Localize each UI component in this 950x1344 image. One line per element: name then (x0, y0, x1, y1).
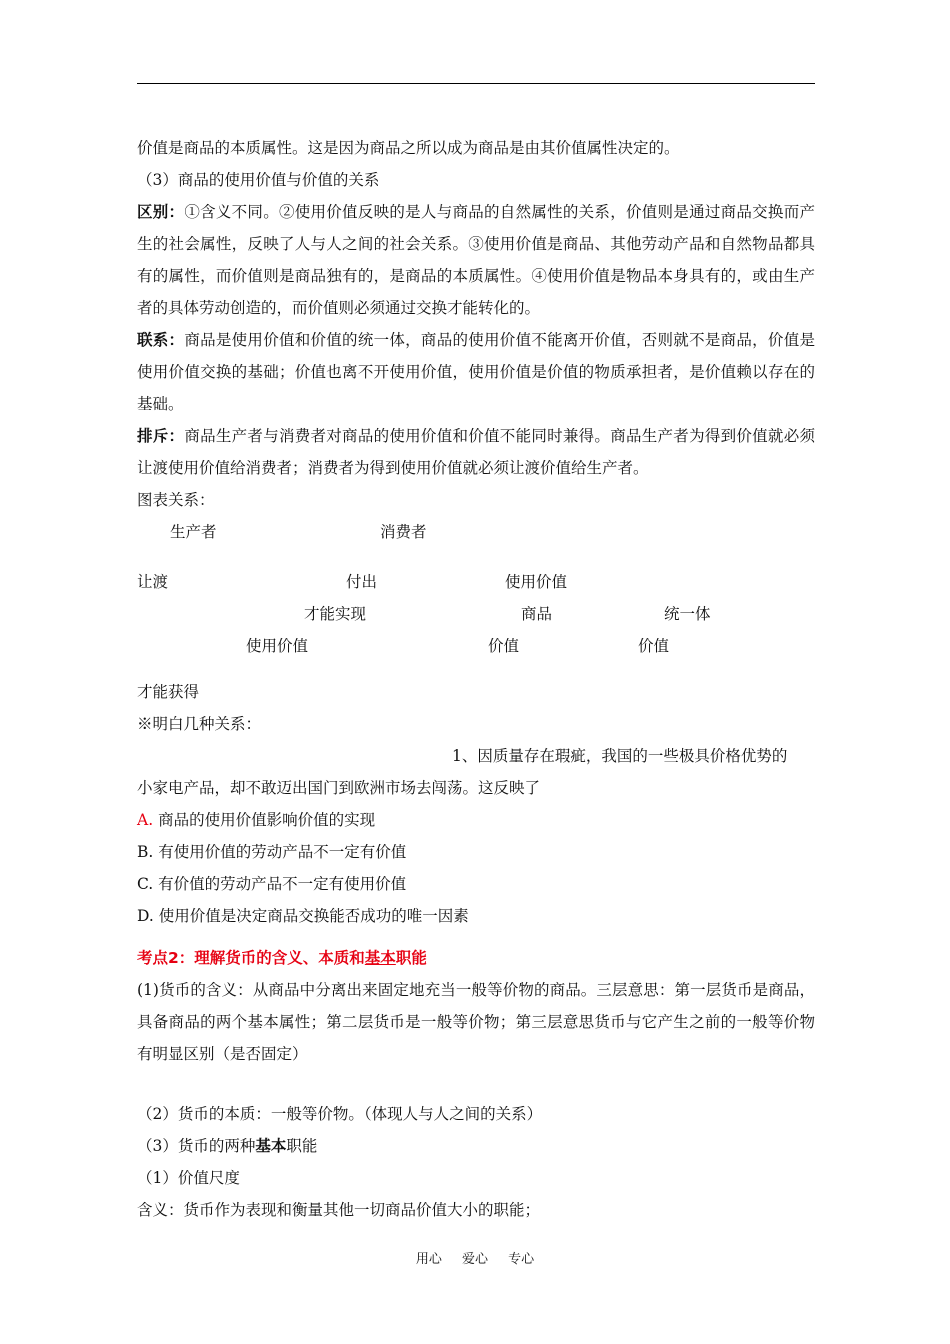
section-heading: （3）商品的使用价值与价值的关系 (137, 171, 380, 189)
option-key: C. (137, 875, 154, 893)
diagram-use-value: 使用价值 (505, 573, 568, 591)
relation-text: 商品是使用价值和价值的统一体，商品的使用价值不能离开价值，否则就不是商品，价值是使用价值交换的基础；价值也离不开使用价值，使用价值是价值的物质承担者，是价值赖以存在的基础。 (137, 331, 815, 413)
diagram-pay: 付出 (346, 573, 378, 591)
diagram-use-value: 使用价值 (246, 637, 309, 655)
money-functions (137, 1130, 815, 1162)
option-key: D. (137, 907, 154, 925)
money-definition: (1)货币的含义：从商品中分离出来固定地充当一般等价物的商品。三层意思：第一层货币是商品，具备商品的两个基本属性；第二层货币是一般等价物；第三层意思货币与它产生之前的一般等价物有明显区别（是否固定） (137, 981, 815, 1063)
relation-paragraph (137, 324, 815, 420)
footer-text: 爱心 (461, 1252, 488, 1267)
option-key: A. (137, 811, 154, 829)
understand-note: ※明白几种关系： (137, 715, 262, 733)
chart-label: 图表关系： (137, 491, 215, 509)
diagram-commodity: 商品 (521, 605, 553, 623)
relationship-diagram (137, 516, 815, 676)
relation-label: 联系： (137, 331, 185, 349)
exclusion-label: 排斥： (137, 427, 185, 445)
paragraph: 价值是商品的本质属性。这是因为商品之所以成为商品是由其价值属性决定的。 (137, 139, 680, 157)
money-essence: （2）货币的本质：一般等价物。（体现人与人之间的关系） (137, 1105, 543, 1123)
document-body (137, 132, 815, 1226)
diagram-value: 价值 (638, 637, 670, 655)
option-b (137, 836, 815, 868)
exclusion-paragraph (137, 420, 815, 484)
diagram-transfer: 让渡 (137, 573, 169, 591)
kp-underlined: 基本 (364, 949, 396, 967)
diagram-unity: 统一体 (664, 605, 711, 623)
diagram-producer: 生产者 (170, 523, 217, 541)
diagram-obtain: 才能获得 (137, 683, 200, 701)
question-lead: 1、因质量存在瑕疵，我国的一些极具价格优势的 (452, 747, 788, 765)
mf-text: （3）货币的两种 (137, 1137, 256, 1155)
option-text: 有价值的劳动产品不一定有使用价值 (158, 875, 407, 893)
question-text: 小家电产品，却不敢迈出国门到欧洲市场去闯荡。这反映了 (137, 779, 541, 797)
option-c (137, 868, 815, 900)
diagram-realize: 才能实现 (304, 605, 367, 623)
mf-bold: 基本 (255, 1137, 287, 1155)
kp-text: 考点2：理解货币的含义、本质和 (137, 949, 365, 967)
value-measure-definition: 含义：货币作为表现和衡量其他一切商品价值大小的职能； (137, 1201, 541, 1219)
difference-text: ①含义不同。②使用价值反映的是人与商品的自然属性的关系，价值则是通过商品交换而产生的社会属性，反映了人与人之间的社会关系。③使用价值是商品、其他劳动产品和自然物品都具有的属性，而价值则是商品独有的，是商品的本质属性。④使用价值是物品本身具有的，或由生产者的具体劳动创造的，而价值则必须通过交换才能转化的。 (137, 203, 815, 317)
diagram-value: 价值 (488, 637, 520, 655)
option-d (137, 900, 815, 932)
kp-text: 职能 (395, 949, 427, 967)
exclusion-text: 商品生产者与消费者对商品的使用价值和价值不能同时兼得。商品生产者为得到价值就必须让渡使用价值给消费者；消费者为得到使用价值就必须让渡价值给生产者。 (137, 427, 815, 477)
diagram-consumer: 消费者 (380, 523, 427, 541)
footer-text: 用心 (415, 1252, 442, 1267)
page-footer (0, 1248, 950, 1267)
difference-paragraph (137, 196, 815, 324)
spacer (137, 1070, 815, 1098)
difference-label: 区别： (137, 203, 185, 221)
footer-text: 专心 (508, 1252, 535, 1267)
option-a (137, 804, 815, 836)
option-text: 商品的使用价值影响价值的实现 (158, 811, 376, 829)
option-key: B. (137, 843, 154, 861)
value-measure-heading: （1）价值尺度 (137, 1169, 240, 1187)
mf-text: 职能 (286, 1137, 318, 1155)
option-text: 有使用价值的劳动产品不一定有价值 (158, 843, 407, 861)
header-rule (137, 83, 815, 84)
key-point-heading (137, 942, 815, 974)
option-text: 使用价值是决定商品交换能否成功的唯一因素 (158, 907, 469, 925)
